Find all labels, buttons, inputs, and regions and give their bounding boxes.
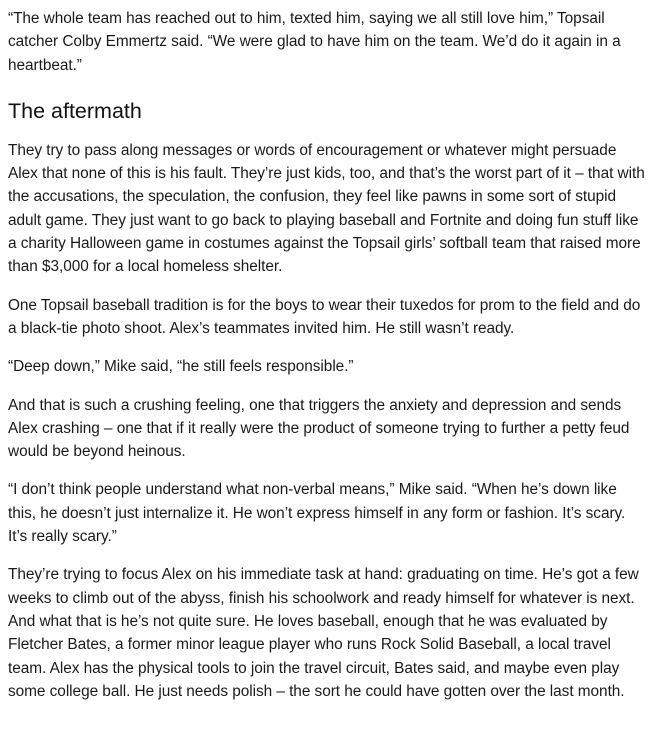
paragraph-6: They’re trying to focus Alex on his immediate task at hand: graduating on time. He’s got a few weeks to climb out of the abyss, finish his schoolwork and ready himself for whatever is next. And what that is he’s not quite sure. He loves baseball, enough that he was evaluated by Fletcher Bates, a former minor league player who runs Rock Solid Baseball, a local travel team. Alex has the physical tools to join the travel circuit, Bates said, and maybe even play some college ball. He just needs polish – the sort he could have gotten over the last month.	[8, 566, 639, 700]
paragraph-3: “Deep down,” Mike said, “he still feels responsible.”	[8, 358, 354, 376]
paragraph-5: “I don’t think people understand what non-verbal means,” Mike said. “When he’s down like this, he doesn’t just internalize it. He won’t express himself in any form or fashion. It’s scary. It’s really scary.”	[8, 481, 626, 546]
paragraph-4: And that is such a crushing feeling, one that triggers the anxiety and depression and sends Alex crashing – one that if it really were the product of someone trying to further a petty feud would be beyond heinous.	[8, 396, 630, 461]
paragraph-1: They try to pass along messages or words of encouragement or whatever might persuade Alex that none of this is his fault. They’re just kids, too, and that’s the worst part of it – that with the accusations, the speculation, the confusion, they feel like pawns in some sort of stupid adult game. They just want to go back to playing baseball and Fortnite and doing fun stuff like a charity Halloween game in costumes against the Topsail girls’ softball team that raised more than $3,000 for a local homeless shelter.	[8, 141, 645, 276]
intro-paragraph: “The whole team has reached out to him, texted him, saying we all still love him,” Topsail catcher Colby Emmertz said. “We were glad to have him on the team. We’d do it again in a heartbeat.”	[8, 10, 621, 74]
section-heading: The aftermath	[8, 98, 142, 123]
paragraph-2: One Topsail baseball tradition is for the boys to wear their tuxedos for prom to the field and do a black-tie photo shoot. Alex’s teammates invited him. He still wasn’t ready.	[8, 296, 641, 337]
article-body	[0, 7, 653, 703]
